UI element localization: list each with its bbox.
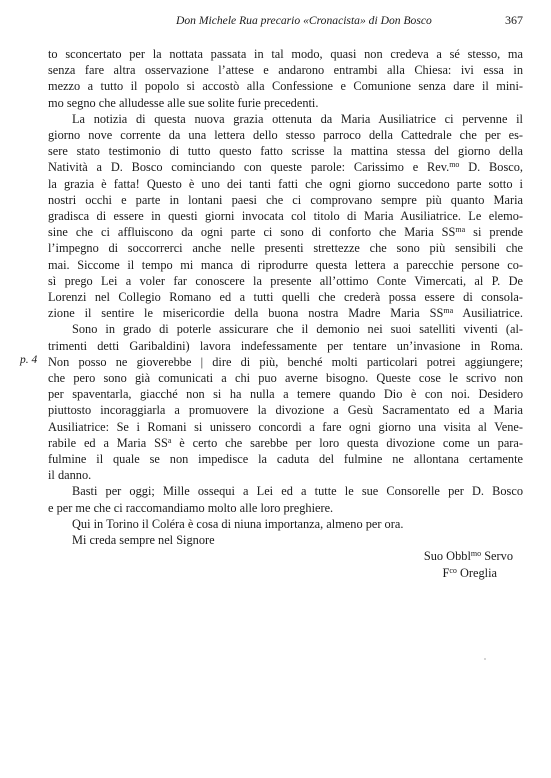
text-line: trimenti detti Garibaldini) lavora indefessamente per tentare un’invasione in Roma. [48,338,523,353]
text-line: Ausiliatrice: Se i Romani si unissero concordi a fare ogni giorno una visita al Vene- [48,419,523,434]
superscript-abbrev: a [167,435,172,445]
text-line: per spaventarla, giacché non si ha nulla a temere quando Dio è con noi. Desidero [48,387,523,402]
superscript-abbrev: ma [443,306,454,316]
letter-body [48,46,523,581]
text-line: fulmine il quale se non impedisce la caduta del fulmine ne allontana certamente [48,452,523,467]
text-line: il danno. [48,468,92,483]
text-line: Qui in Torino il Coléra è cosa di niuna importanza, almeno per ora. [72,516,404,531]
running-title: Don Michele Rua precario «Cronacista» di Don Bosco [176,14,432,27]
superscript-abbrev: ma [455,225,466,235]
page-number: 367 [505,13,523,27]
text-line: Non posso ne gioverebbe | dire di più, benché molti particolari potrei aggiungere; [48,354,523,369]
text-line: Basti per oggi; Mille ossequi a Lei ed a tutte le sue Consorelle per D. Bosco [72,484,523,499]
text-line: che pero sono già comunicati a chi puo averne bisogno. Queste cose le scrivo non [48,371,523,386]
text-line: mezzo a tutto il popolo si accostò alla Confessione e Comunione senza dare il mini- [48,79,523,94]
text-line: l’impegno di soccorrerci anche nelle presenti strettezze che sono più sensibili che [48,241,523,256]
running-header [176,14,523,27]
margin-page-reference: p. 4 [20,354,38,366]
text-line: mo segno che alludesse alle sue solite furie precedenti. [48,95,319,110]
closing-salutation: Suo Obbl$^{mo}$ Servo [423,549,513,564]
text-line: Mi creda sempre nel Signore [72,533,215,548]
paper-speck [484,658,486,660]
text-line: Lorenzi nel Collegio Romano ed a tutti quelli che crederà possa essere di consola- [48,290,523,305]
text-line: to sconcertato per la nottata passata in tal modo, quasi non credeva a sé stesso, ma [48,47,523,61]
text-line: La notizia di questa nuova grazia ottenuta da Maria Ausiliatrice ci pervenne il [72,111,523,126]
text-line: rabile ed a Maria $SS^a$ è certo che sarebbe per loro questa divozione come un para- [48,435,524,450]
text-line: Sono in grado di poterle assicurare che il demonio nei suoi satelliti viventi (al- [72,322,523,337]
text-line: sere stato testimonio di tutto questo fatto scrisse la mattina stessa del giorno della [48,144,523,159]
text-line: piuttosto incoraggiarla a promuovere la divozione a Gesù Sacramentato ed a Maria [48,403,523,418]
superscript-abbrev: co [449,565,457,575]
text-line: sì prego Lei a voler far conoscere la presente all’ottimo Conte Vimercati, al P. De [48,273,523,288]
signature-name: $F^{co}$ Oreglia [442,565,497,580]
text-line: sine che ci affluiscono da ogni parte ci sono di conforto che Maria $SS^{ma}$ si prende [48,225,523,240]
text-line: gradisca di essere in questi giorni invocata col titolo di Maria Ausiliatrice. Le elemo- [48,209,523,224]
text-line: giorno nove corrente da una lettera dello stesso parroco della Cattedrale che per es- [48,128,523,143]
superscript-abbrev: mo [470,549,482,559]
text-line: nostri occhi e parte in lontani paesi che ci comprovano sempre più quanto Maria [48,192,523,207]
text-line: senza fare altra osservazione l’attese e andarono entrambi alla Chiesa: ivi essa in [48,63,523,78]
text-line: e per me che ci raccomandiamo molto alle loro preghiere. [48,500,334,515]
superscript-abbrev: mo [449,160,460,170]
text-line: Natività a D. Bosco cominciando con queste parole: Carissimo e Rev.$^{mo}$ D. Bosco, [48,160,523,175]
text-line: la grazia è fatta! Questo è uno dei tanti fatti che ogni giorno succedono parte sotto i [48,176,523,191]
text-line: zione il sentire le misericordie della buona nostra Madre Maria $SS^{ma}$ Ausiliatrice. [48,306,523,321]
text-line: mai. Siccome il tempo mi manca di riprodurre questa lettera a parecchie persone co- [48,257,523,272]
